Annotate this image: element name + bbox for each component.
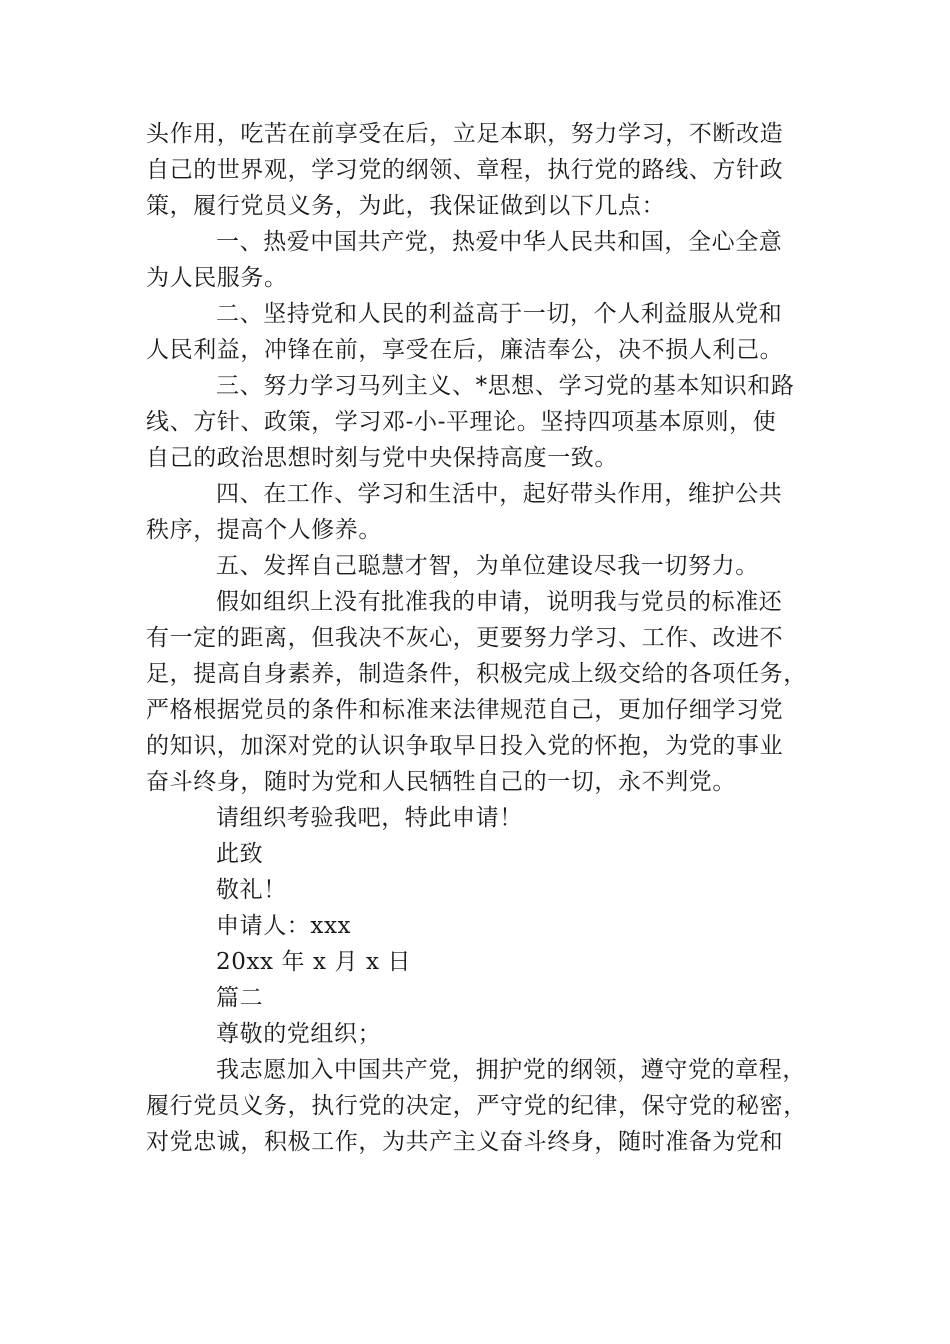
document-line: 线、方针、政策，学习邓-小-平理论。坚持四项基本原则，使 bbox=[146, 409, 777, 435]
document-line: 尊敬的党组织； bbox=[216, 1021, 382, 1047]
document-line: 履行党员义务，执行党的决定，严守党的纪律，保守党的秘密， bbox=[146, 1093, 807, 1119]
document-line: 我志愿加入中国共产党，拥护党的纲领，遵守党的章程， bbox=[216, 1057, 806, 1083]
document-line: 自己的世界观，学习党的纲领、章程，执行党的路线、方针政 bbox=[146, 157, 784, 183]
document-line: 严格根据党员的条件和标准来法律规范自己，更加仔细学习党 bbox=[146, 697, 784, 723]
document-line: 三、努力学习马列主义、*思想、学习党的基本知识和路 bbox=[216, 373, 795, 399]
document-line: 有一定的距离，但我决不灰心，更要努力学习、工作、改进不 bbox=[146, 625, 784, 651]
document-line: 头作用，吃苦在前享受在后，立足本职，努力学习，不断改造 bbox=[146, 121, 784, 147]
document-line: 为人民服务。 bbox=[146, 265, 288, 291]
document-line: 奋斗终身，随时为党和人民牺牲自己的一切，永不判党。 bbox=[146, 769, 736, 795]
document-line: 假如组织上没有批准我的申请，说明我与党员的标准还 bbox=[216, 589, 783, 615]
document-line: 篇二 bbox=[216, 985, 264, 1011]
document-line: 此致 bbox=[216, 841, 264, 867]
document-line: 的知识，加深对党的认识争取早日投入党的怀抱，为党的事业 bbox=[146, 733, 784, 759]
document-line: 20xx 年 x 月 x 日 bbox=[216, 949, 412, 975]
document-line: 足，提高自身素养，制造条件，积极完成上级交给的各项任务， bbox=[146, 661, 807, 687]
document-line: 一、热爱中国共产党，热爱中华人民共和国，全心全意 bbox=[216, 229, 783, 255]
document-line: 对党忠诚，积极工作，为共产主义奋斗终身，随时准备为党和 bbox=[146, 1129, 784, 1155]
document-line: 策，履行党员义务，为此，我保证做到以下几点： bbox=[146, 193, 666, 219]
document-line: 敬礼！ bbox=[216, 877, 287, 903]
document-line: 申请人：xxx bbox=[216, 913, 352, 939]
document-line: 请组织考验我吧，特此申请！ bbox=[216, 805, 523, 831]
document-line: 人民利益，冲锋在前，享受在后，廉洁奉公，决不损人利己。 bbox=[146, 337, 784, 363]
document-line: 四、在工作、学习和生活中，起好带头作用，维护公共 bbox=[216, 481, 783, 507]
document-line: 自己的政治思想时刻与党中央保持高度一致。 bbox=[146, 445, 618, 471]
document-line: 秩序，提高个人修养。 bbox=[146, 517, 382, 543]
document-line: 二、坚持党和人民的利益高于一切，个人利益服从党和 bbox=[216, 301, 783, 327]
document-line: 五、发挥自己聪慧才智，为单位建设尽我一切努力。 bbox=[216, 553, 759, 579]
document-body bbox=[146, 116, 806, 1160]
